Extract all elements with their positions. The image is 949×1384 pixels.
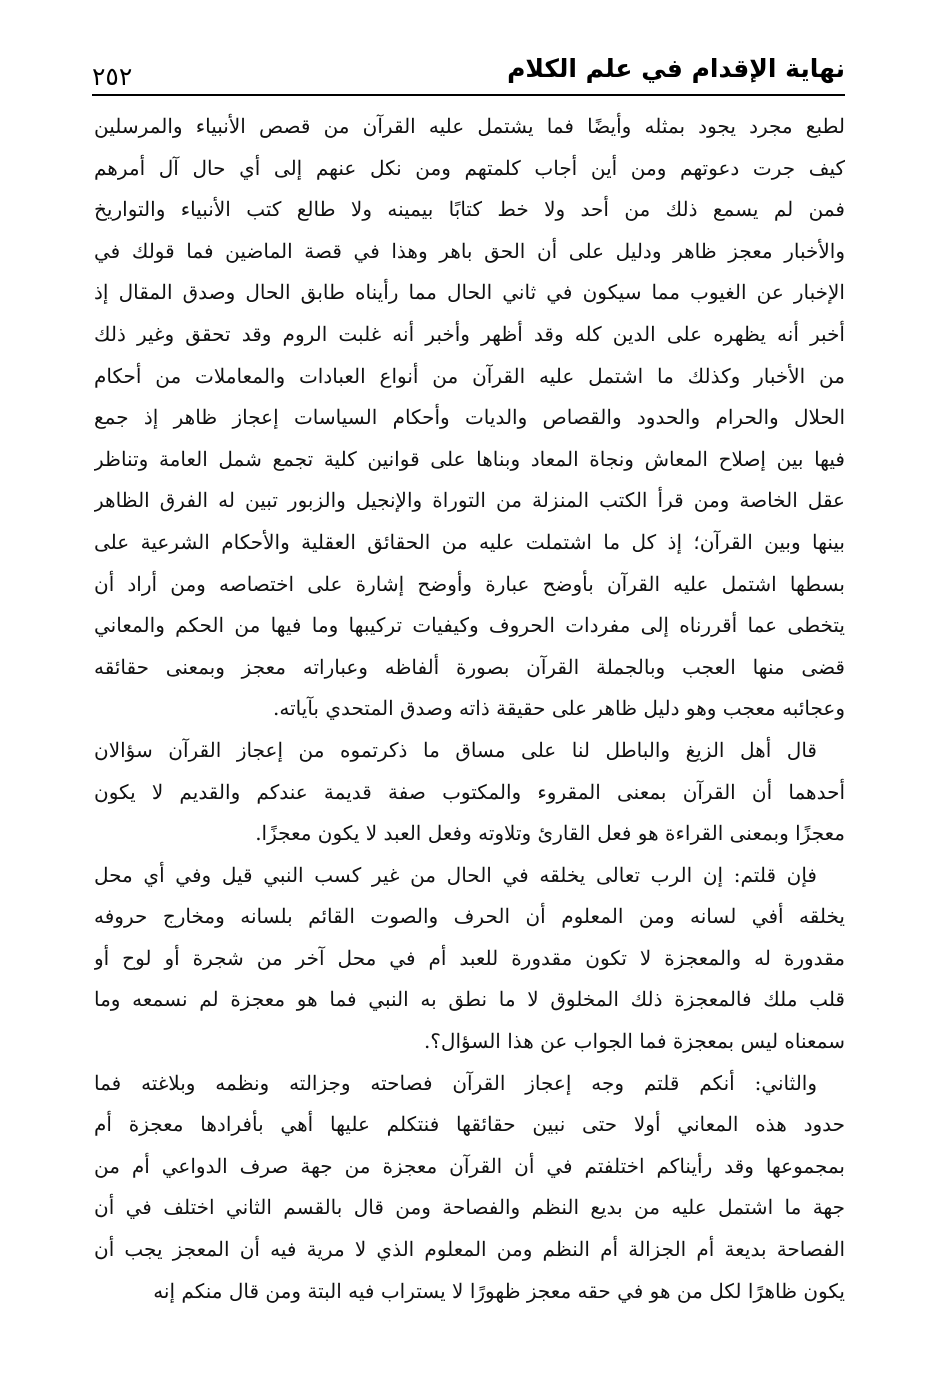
- text-line: من الأخبار وكذلك ما اشتمل عليه القرآن من أنواع العبادات والمعاملات من أحكام: [94, 363, 845, 388]
- text-line: وعجائبه معجب وهو دليل ظاهر على حقيقة ذاته وصدق المتحدي بآياته.: [273, 696, 845, 721]
- paragraph: [94, 1063, 845, 1313]
- text-line: جهة ما اشتمل عليه من بديع النظم والفصاحة ومن قال بالقسم الثاني اختلف في أن: [94, 1195, 845, 1220]
- text-line: بمجموعها وقد رأيناكم اختلفتم في أن القرآن معجزة من جهة صرف الدواعي أم من: [94, 1153, 845, 1178]
- text-line: أحدهما أن القرآن بمعنى المقروء والمكتوب صفة قديمة عندكم والقديم لا يكون: [94, 779, 845, 804]
- text-line: أخبر أنه يظهره على الدين كله وقد أظهر وأخبر أنه غلبت الروم وقد تحقق وغير ذلك: [94, 321, 845, 346]
- text-line: كيف جرت دعوتهم ومن أين أجاب كلمتهم ومن نكل عنهم إلى أي حال آل أمرهم: [94, 155, 845, 180]
- text-line: معجزًا وبمعنى القراءة هو فعل القارئ وتلاوته وفعل العبد لا يكون معجزًا.: [255, 821, 845, 846]
- text-line: والأخبار معجز ظاهر ودليل على أن الحق باهر وهذا في قصة الماضين فما قولك في: [94, 238, 845, 263]
- body-text: [94, 106, 845, 1312]
- text-line: الحلال والحرام والحدود والقصاص والديات وأحكام السياسات إعجاز ظاهر إذ جمع: [94, 405, 845, 430]
- text-line: قلب ملك فالمعجزة ذلك المخلوق لا ما نطق به النبي فما هو معجزة لم نسمعه وما: [94, 987, 845, 1012]
- text-line: فمن لم يسمع ذلك من أحد ولا خط كتابًا بيمينه ولا طالع كتب الأنبياء والتواريخ: [94, 197, 845, 222]
- text-line: لطبع مجرد يجود بمثله وأيضًا فما يشتمل عليه القرآن من قصص الأنبياء والمرسلين: [94, 114, 845, 138]
- paragraph: [94, 730, 845, 855]
- text-line: سمعناه ليس بمعجزة فما الجواب عن هذا السؤال؟.: [423, 1029, 845, 1054]
- book-title: نهاية الإقدام في علم الكلام: [507, 54, 845, 83]
- text-line: قضى منها العجب وبالجملة القرآن بصورة ألفاظه وعباراته معجز وبمعنى حقائقه: [94, 654, 845, 679]
- text-line: فإن قلتم: إن الرب تعالى يخلقه في الحال من غير كسب النبي قيل وفي أي محل: [94, 862, 817, 887]
- text-line: مقدورة له والمعجزة لا تكون مقدورة للعبد أم في محل آخر من شجرة أو لوح أو: [94, 945, 845, 970]
- text-line: عقل الخاصة ومن قرأ الكتب المنزلة من التوراة والإنجيل والزبور تبين له الفرق الظاهر: [94, 488, 845, 513]
- page-header: [92, 52, 845, 96]
- paragraph: [94, 855, 845, 1063]
- text-line: والثاني: أنكم قلتم وجه إعجاز القرآن فصاحته وجزالته ونظمه وبلاغته فما: [94, 1070, 817, 1095]
- text-line: الفصاحة بديعة أم الجزالة أم النظم ومن المعلوم الذي لا مرية فيه أن المعجز يجب أن: [94, 1237, 845, 1262]
- header-rule: [92, 94, 845, 96]
- text-line: بينها وبين القرآن؛ إذ كل ما اشتملت عليه من الحقائق العقلية والأحكام الشرعية على: [94, 529, 845, 554]
- text-line: يتخطى عما أقررناه إلى مفردات الحروف وكيفيات تركيبها وما فيها من الحكم والمعاني: [94, 613, 845, 638]
- text-line: فيها بين إصلاح المعاش ونجاة المعاد وبناها على قوانين كلية تجمع شمل العامة وتناظر: [94, 446, 845, 471]
- text-line: قال أهل الزيغ والباطل لنا على مساق ما ذكرتموه من إعجاز القرآن سؤالان: [94, 737, 817, 762]
- text-line: يكون ظاهرًا لكل من هو في حقه معجز ظهورًا لا يستراب فيه البتة ومن قال منكم إنه: [153, 1278, 845, 1303]
- text-line: حدود هذه المعاني أولا حتى نبين حقائقها فنتكلم عليها أهي بأفرادها معجزة أم: [94, 1112, 845, 1137]
- paragraph: [94, 106, 845, 730]
- text-line: يخلقه أفي لسانه ومن المعلوم أن الحرف والصوت القائم بلسانه ومخارج حروفه: [94, 904, 845, 929]
- text-line: بسطها اشتمل عليه القرآن بأوضح عبارة وأوضح إشارة على اختصاصه ومن أراد أن: [94, 571, 845, 596]
- page-number: ٢٥٢: [92, 62, 133, 91]
- text-line: الإخبار عن الغيوب مما سيكون في ثاني الحال مما رأيناه طابق الحال وصدق المقال إذ: [94, 280, 845, 305]
